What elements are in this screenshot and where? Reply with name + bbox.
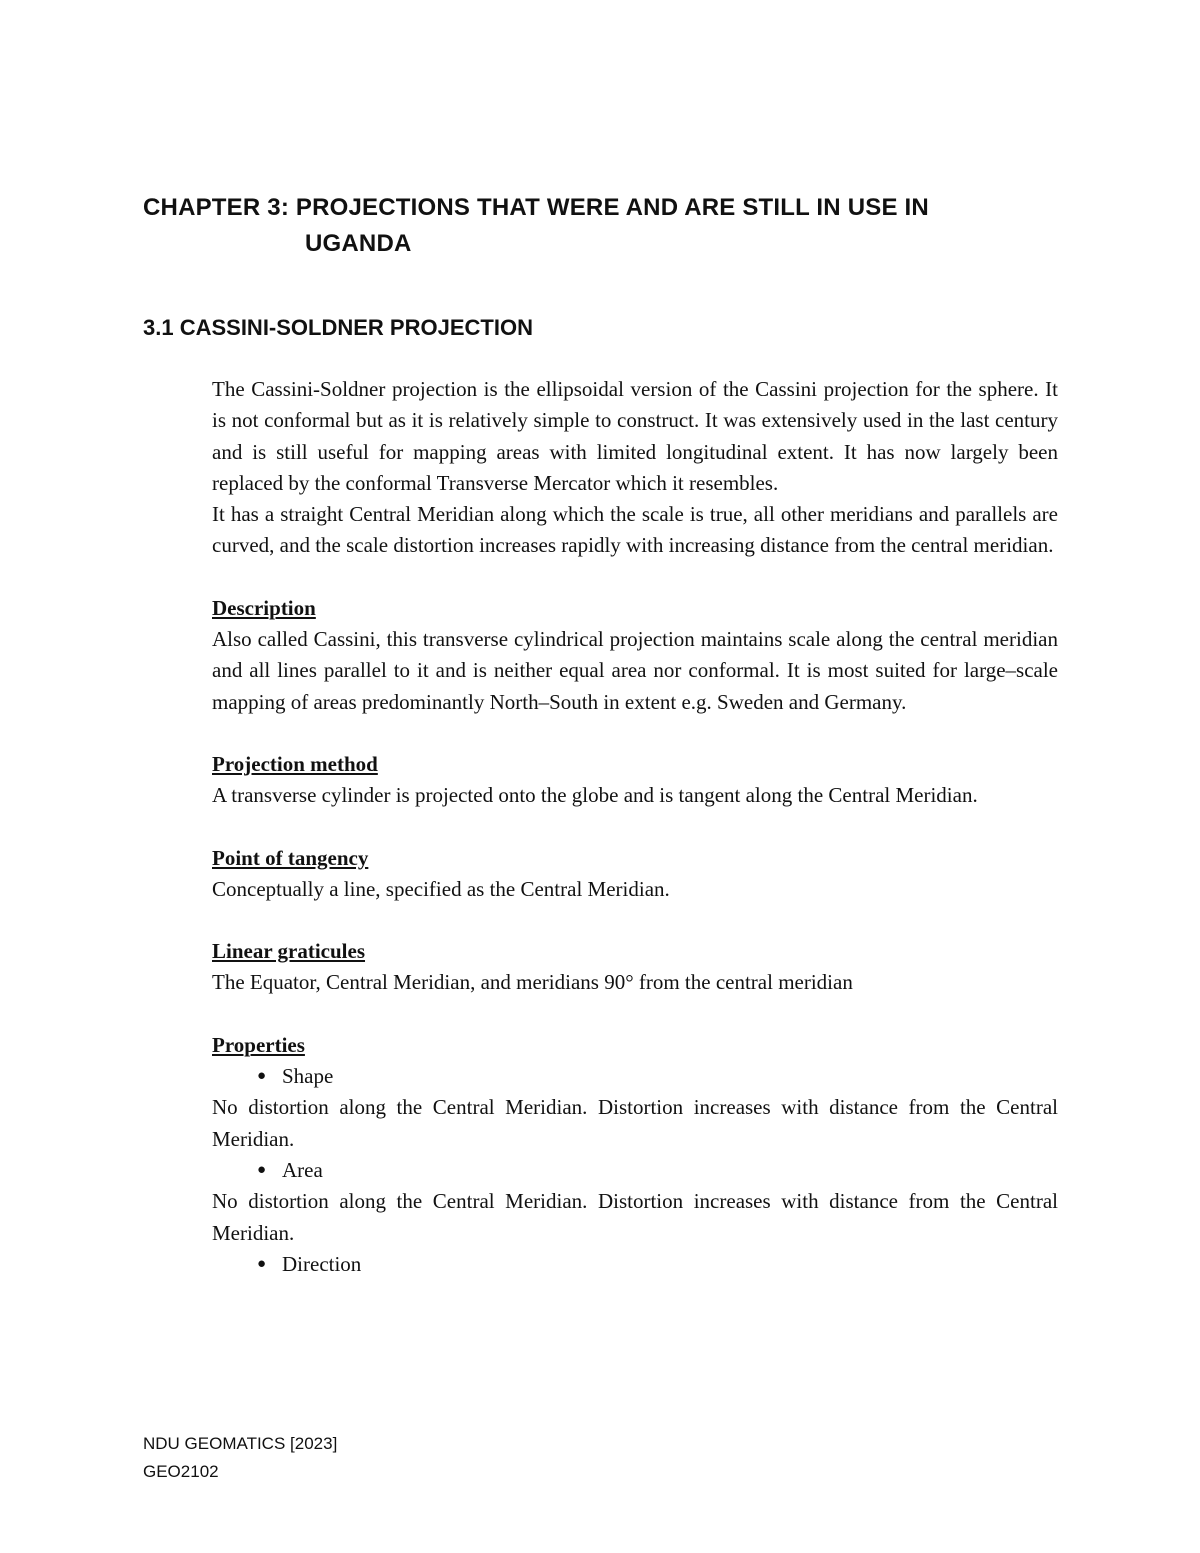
property-text-area: No distortion along the Central Meridian. Distortion increases with distance from the Central Meridian. (212, 1189, 1058, 1245)
chapter-title (143, 190, 1043, 262)
bullet-icon: ● (257, 1161, 267, 1178)
point-of-tangency-text: Conceptually a line, specified as the Central Meridian. (212, 876, 670, 901)
property-bullet-direction (212, 1249, 1058, 1280)
intro-paragraph-1: The Cassini-Soldner projection is the ellipsoidal version of the Cassini projection for the sphere. It is not conformal but as it is relatively simple to construct. It was extensively used in the last century and is still useful for mapping areas with limited longitudinal extent. It has now largely been replaced by the conformal Transverse Mercator which it resembles. (212, 377, 1058, 495)
linear-graticules-text: The Equator, Central Meridian, and meridians 90° from the central meridian (212, 970, 853, 995)
property-bullet-shape (212, 1061, 1058, 1092)
property-text-shape: No distortion along the Central Meridian. Distortion increases with distance from the Central Meridian. (212, 1095, 1058, 1151)
point-of-tangency-heading: Point of tangency (212, 845, 369, 870)
properties-heading: Properties (212, 1032, 305, 1057)
footer-course-year: NDU GEOMATICS [2023] (143, 1434, 338, 1453)
property-bullet-area (212, 1155, 1058, 1186)
intro-paragraph-2: It has a straight Central Meridian along which the scale is true, all other meridians and parallels are curved, and the scale distortion increases rapidly with increasing distance from the central meridian. (212, 502, 1058, 558)
property-label-area: Area (282, 1157, 323, 1182)
page-footer (143, 1430, 337, 1486)
bullet-icon: ● (257, 1255, 267, 1272)
chapter-title-line2: UGANDA (305, 230, 412, 257)
property-label-direction: Direction (282, 1251, 362, 1276)
projection-method-text: A transverse cylinder is projected onto the globe and is tangent along the Central Meridian. (212, 783, 978, 808)
bullet-icon: ● (257, 1068, 267, 1085)
chapter-title-line1: CHAPTER 3: PROJECTIONS THAT WERE AND ARE STILL IN USE IN (143, 194, 929, 221)
property-label-shape: Shape (282, 1064, 334, 1089)
projection-method-heading: Projection method (212, 751, 378, 776)
description-heading: Description (212, 595, 316, 620)
document-body (212, 374, 1058, 1280)
description-text: Also called Cassini, this transverse cylindrical projection maintains scale along the central meridian and all lines parallel to it and is neither equal area nor conformal. It is most suited for large–scale mapping of areas predominantly North–South in extent e.g. Sweden and Germany. (212, 627, 1058, 714)
linear-graticules-heading: Linear graticules (212, 939, 366, 964)
footer-course-code: GEO2102 (143, 1462, 219, 1481)
section-title: 3.1 CASSINI-SOLDNER PROJECTION (143, 315, 533, 340)
